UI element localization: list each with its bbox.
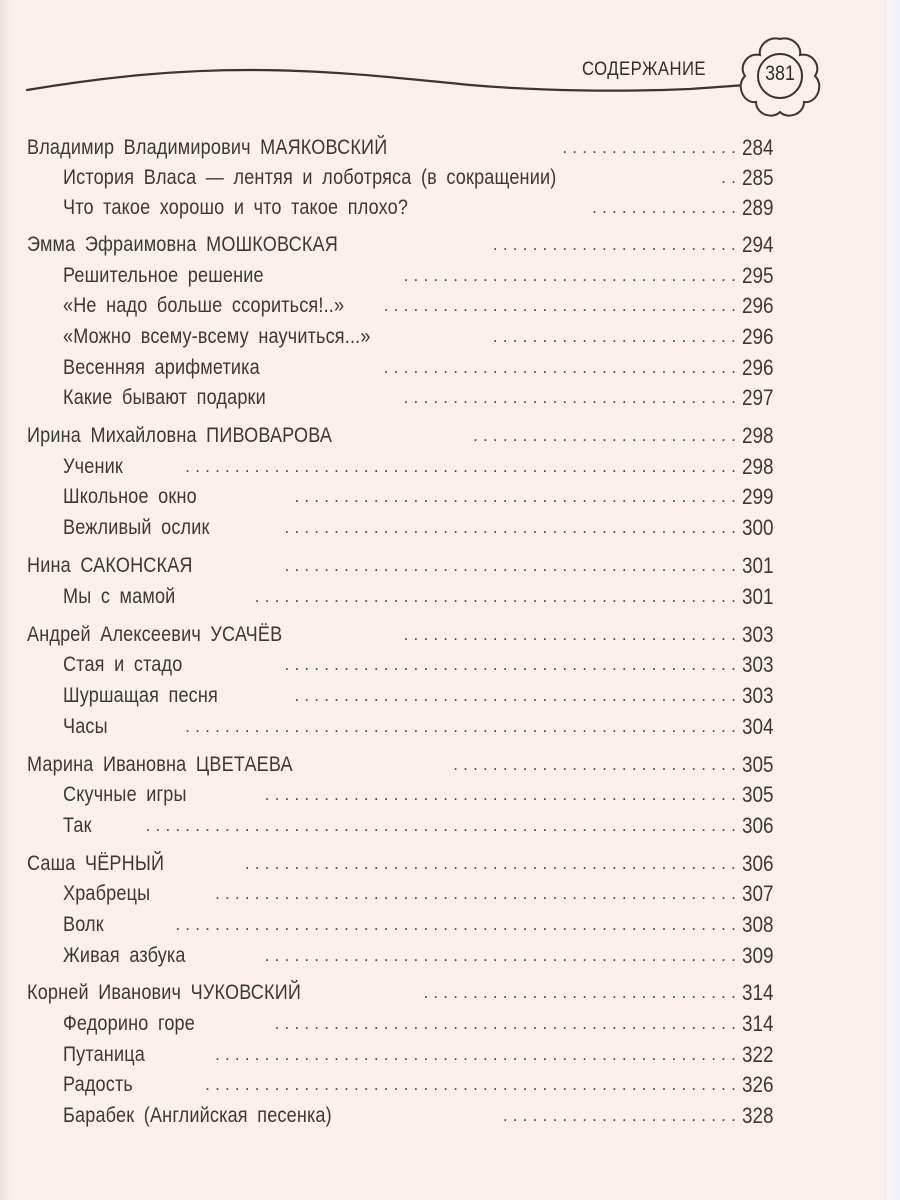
dot-leader: ...................................................... xyxy=(205,1075,741,1094)
author-name: Марина Ивановна ЦВЕТАЕВА xyxy=(27,753,293,776)
dot-leader: ......................................................... xyxy=(175,915,741,934)
work-title: Что такое хорошо и что такое плохо? xyxy=(63,196,409,219)
work-title: Весенняя арифметика xyxy=(63,356,260,379)
work-title: Стая и стадо xyxy=(63,653,183,676)
page-number: 381 xyxy=(765,62,795,85)
page-ref: 295 xyxy=(742,263,774,288)
toc-work-row[interactable] xyxy=(63,383,783,413)
dot-leader: ................................................. xyxy=(254,587,741,606)
dot-leader: ................................ xyxy=(423,983,741,1002)
toc-work-row[interactable] xyxy=(63,261,783,291)
toc-author-row[interactable] xyxy=(27,133,783,163)
dot-leader: ........................... xyxy=(473,426,741,445)
dot-leader: .................................... xyxy=(383,358,741,377)
page-ref: 303 xyxy=(742,622,774,647)
work-title: Волк xyxy=(63,913,104,936)
work-title: Решительное решение xyxy=(63,264,264,287)
author-name: Саша ЧЁРНЫЙ xyxy=(27,852,165,875)
dot-leader: ........................................................ xyxy=(185,457,741,476)
toc-work-row[interactable] xyxy=(63,322,783,352)
dot-leader: ............... xyxy=(592,198,741,217)
work-title: История Власа — лентяя и лоботряса (в сокращении) xyxy=(63,166,557,189)
page-ref: 306 xyxy=(742,813,774,838)
author-name: Нина САКОНСКАЯ xyxy=(27,554,193,577)
page-ref: 322 xyxy=(742,1042,774,1067)
dot-leader: ............................................. xyxy=(294,686,741,705)
page-ref: 304 xyxy=(742,714,774,739)
page-ref: 298 xyxy=(742,423,774,448)
work-title: Вежливый ослик xyxy=(63,516,210,539)
dot-leader: ........................ xyxy=(502,1106,741,1125)
section-title: СОДЕРЖАНИЕ xyxy=(582,59,707,80)
page-ref: 296 xyxy=(742,355,774,380)
page-ref: 296 xyxy=(742,324,774,349)
dot-leader: .................. xyxy=(562,138,741,157)
dot-leader: ..................................................... xyxy=(215,1045,741,1064)
dot-leader: ............................. xyxy=(453,755,741,774)
page-ref: 301 xyxy=(742,584,774,609)
page-ref: 285 xyxy=(742,165,774,190)
page-ref: 297 xyxy=(742,385,774,410)
page-ref: 299 xyxy=(742,484,774,509)
work-title: Ученик xyxy=(63,455,123,478)
page-ref: 308 xyxy=(742,912,774,937)
work-title: Так xyxy=(63,814,92,837)
work-title: «Не надо больше ссориться!..» xyxy=(63,294,345,317)
page-ref: 300 xyxy=(742,515,774,540)
work-title: Шуршащая песня xyxy=(63,684,218,707)
dot-leader: .............................................. xyxy=(284,655,741,674)
page-ref: 314 xyxy=(742,1011,774,1036)
dot-leader: ........................................................ xyxy=(185,717,741,736)
dot-leader: .................................. xyxy=(403,266,741,285)
dot-leader: .................................. xyxy=(403,625,741,644)
page-ref: 284 xyxy=(742,135,774,160)
page-ref: 307 xyxy=(742,881,774,906)
work-title: Часы xyxy=(63,715,108,738)
work-title: Какие бывают подарки xyxy=(63,386,266,409)
page-ref: 303 xyxy=(742,683,774,708)
work-title: Федорино горе xyxy=(63,1012,195,1035)
toc-author-row[interactable] xyxy=(27,551,783,581)
page-ref: 289 xyxy=(742,195,774,220)
work-title: Путаница xyxy=(63,1043,145,1066)
page-ref: 306 xyxy=(742,851,774,876)
dot-leader: ..................................................... xyxy=(215,884,741,903)
toc-work-row[interactable] xyxy=(63,780,783,810)
author-name: Владимир Владимирович МАЯКОВСКИЙ xyxy=(27,136,388,159)
toc-work-row[interactable] xyxy=(63,582,783,612)
dot-leader: ......................... xyxy=(492,235,741,254)
toc-work-row[interactable] xyxy=(63,879,783,909)
page-ref: 309 xyxy=(742,943,774,968)
dot-leader: .............................................. xyxy=(284,556,741,575)
toc-work-row[interactable] xyxy=(63,1070,783,1100)
page-ref: 301 xyxy=(742,553,774,578)
toc-work-row[interactable] xyxy=(63,941,783,971)
toc-work-row[interactable] xyxy=(63,513,783,543)
toc-work-row[interactable] xyxy=(63,452,783,482)
toc-work-row[interactable] xyxy=(63,712,783,742)
toc-work-row[interactable] xyxy=(63,291,783,321)
work-title: Школьное окно xyxy=(63,485,197,508)
page-ref: 326 xyxy=(742,1072,774,1097)
page-ref: 298 xyxy=(742,454,774,479)
page-ref: 328 xyxy=(742,1103,774,1128)
toc-work-row[interactable] xyxy=(63,482,783,512)
toc-work-row[interactable] xyxy=(63,163,783,193)
page-ref: 305 xyxy=(742,752,774,777)
dot-leader: .............................................. xyxy=(284,518,741,537)
toc-work-row[interactable] xyxy=(63,1040,783,1070)
toc-author-row[interactable] xyxy=(27,750,783,780)
work-title: Радость xyxy=(63,1073,133,1096)
work-title: Скучные игры xyxy=(63,783,187,806)
page-ref: 305 xyxy=(742,782,774,807)
toc-work-row[interactable] xyxy=(63,650,783,680)
work-title: Мы с мамой xyxy=(63,585,176,608)
author-name: Корней Иванович ЧУКОВСКИЙ xyxy=(27,981,302,1004)
dot-leader: ............................................. xyxy=(294,487,741,506)
toc-author-row[interactable] xyxy=(27,230,783,260)
author-name: Андрей Алексеевич УСАЧЁВ xyxy=(27,623,283,646)
toc-author-row[interactable] xyxy=(27,421,783,451)
toc-work-row[interactable] xyxy=(63,1101,783,1131)
dot-leader: .. xyxy=(721,168,741,187)
toc-author-row[interactable] xyxy=(27,978,783,1008)
dot-leader: ................................................ xyxy=(264,785,741,804)
work-title: «Можно всему-всему научиться...» xyxy=(63,325,371,348)
dot-leader: ............................................................ xyxy=(145,816,741,835)
work-title: Живая азбука xyxy=(63,944,186,967)
toc-author-row[interactable] xyxy=(27,620,783,650)
page-ref: 294 xyxy=(742,232,774,257)
toc-work-row[interactable] xyxy=(63,193,783,223)
page-ref: 303 xyxy=(742,652,774,677)
author-name: Ирина Михайловна ПИВОВАРОВА xyxy=(27,424,333,447)
page-ref: 314 xyxy=(742,980,774,1005)
dot-leader: .................................................. xyxy=(244,854,741,873)
work-title: Храбрецы xyxy=(63,882,151,905)
dot-leader: .................................... xyxy=(383,296,741,315)
toc-work-row[interactable] xyxy=(63,811,783,841)
dot-leader: ......................... xyxy=(492,327,741,346)
toc-work-row[interactable] xyxy=(63,353,783,383)
toc-work-row[interactable] xyxy=(63,910,783,940)
dot-leader: .................................. xyxy=(403,388,741,407)
dot-leader: ............................................... xyxy=(274,1014,741,1033)
dot-leader: ................................................ xyxy=(264,946,741,965)
toc-work-row[interactable] xyxy=(63,681,783,711)
page-ref: 296 xyxy=(742,293,774,318)
toc-work-row[interactable] xyxy=(63,1009,783,1039)
work-title: Барабек (Английская песенка) xyxy=(63,1104,332,1127)
author-name: Эмма Эфраимовна МОШКОВСКАЯ xyxy=(27,233,338,256)
toc-author-row[interactable] xyxy=(27,849,783,879)
